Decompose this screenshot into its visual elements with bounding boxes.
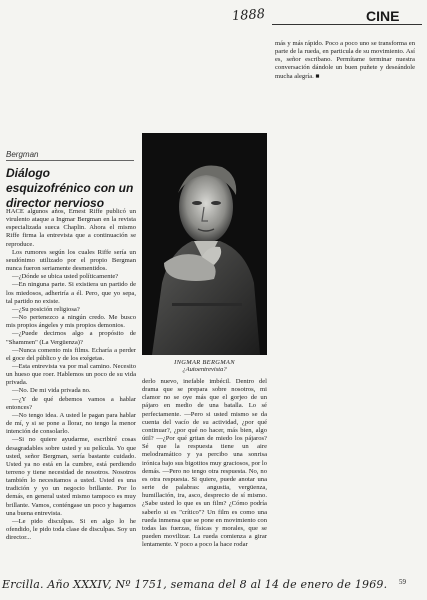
right-column-text: más y más rápido. Poco a poco uno se transforma en parte de la rueda, en particula de su movimiento. Así es, señor escribano. Permítame terminar nuestra conversación dándole un buen puñete y deseándole mucha alegría. ■ <box>275 40 415 80</box>
portrait-illustration <box>142 133 267 355</box>
section-label: CINE <box>366 8 400 24</box>
paragraph: —Le pido disculpas. Si en algo lo he ofendido, le pido toda clase de disculpas. Soy un director... <box>6 517 136 542</box>
middle-column-text: derlo nuevo, inefable imbécil. Dentro del drama que se prepara sobre nosotros, mi clamor no se oye más que el gorjeo de un pájaro en medio de una batalla. Lo sé perfectamente. —Pero si usted mismo se da cuenta del vacío de su actividad, ¿por qué continuar?, ¿por qué no hacer, más bien, algo útil? —¿Por qué gritan de miedo los pájaros? Sé que la respuesta tiene un aire melodramático y ya percibo una sonrisa irónica bajo sus bigotitos muy graciosos, por lo demás. —Pero no tengo otra respuesta. No, no es otra respuesta. Si quiere, puede anotar una serie de palabras: angustia, vergüenza, humillación, ira, asco, desprecio de sí mismo. ¿Sabe usted lo que es un film? ¿Cómo podría saberlo si es "crítico"? Un film es como una rueda inmensa que se pone en movimiento con todas las fuerzas, físicas y morales, que se pueden movilizar. La rueda comienza a girar lentamente. Y poco a poco la hace rodar <box>142 378 267 549</box>
paragraph: —No tengo idea. A usted le pagan para hablar de mí, y si se pone a llorar, no tengo la menor intención de consolarlo. <box>6 411 136 436</box>
paragraph: HACE algunos años, Ernest Riffe publicó un virulento ataque a Ingmar Bergman en la revista especializada sueca Chaplin. Ahora el mismo Riffe firma la entrevista que a continuación se reproduce. <box>6 208 136 248</box>
paragraph: —¿Puede decirnos algo a propósito de "Shammen" (La Vergüenza)? <box>6 330 136 346</box>
handwritten-archive-number: 1888 <box>231 6 266 25</box>
paragraph: —¿Dónde se ubica usted políticamente? <box>12 273 119 281</box>
photo-caption-name: INGMAR BERGMAN <box>174 359 235 366</box>
article-headline: Diálogo esquizofrénico con un director nervioso <box>6 166 134 210</box>
left-column <box>6 208 136 542</box>
article-kicker: Bergman <box>6 150 39 159</box>
paragraph: —Nunca comento mis films. Echaría a perder el goce del público y de los exégetas. <box>6 346 136 362</box>
paragraph: —En ninguna parte. Si existiera un partido de los miedosos, adheriría a él. Pero, que yo sepa, tal partido no existe. <box>6 281 136 305</box>
handwritten-source-note: Ercilla. Año XXXIV, Nº 1751, semana del 8 al 14 de enero de 1969. <box>2 578 388 591</box>
kicker-rule <box>6 160 134 161</box>
photo-caption-subtitle: ¿Autoentrevista? <box>182 366 227 373</box>
paragraph: —¿Su posición religiosa? <box>12 305 80 313</box>
header-rule <box>272 24 422 25</box>
paragraph: —Si no quiere ayudarme, escribiré cosas desagradables sobre usted y su película. Yo que usted, señor Bergman, sería bastante cuidado. Usted ya no está en la cumbre, está perdiendo terreno y tiene necesidad de nosotros. Nosotros también lo necesitamos a usted. Usted es una tradición y yo un negocio brillante. Por lo demás, en general usted mismo tampoco es muy brillante. Vamos, conténgase un poco y hagamos una buena entrevista. <box>6 436 136 517</box>
portrait-photo <box>142 133 267 355</box>
paragraph: —No. De mi vida privada no. <box>12 387 91 395</box>
page-number: 59 <box>399 578 406 586</box>
paragraph: —¿Y de qué debemos vamos a hablar entonces? <box>6 395 136 411</box>
paragraph: —Esta entrevista va por mal camino. Necesito un hueso que roer. Hablemos un poco de su vida privada. <box>6 362 136 387</box>
paragraph: —No pertenezco a ningún credo. Me busco mis propios ángeles y mis propios demonios. <box>6 314 136 330</box>
paragraph: Los rumores según los cuales Riffe sería un seudónimo utilizado por el propio Bergman nunca fueron seriamente desmentidos. <box>6 248 136 273</box>
